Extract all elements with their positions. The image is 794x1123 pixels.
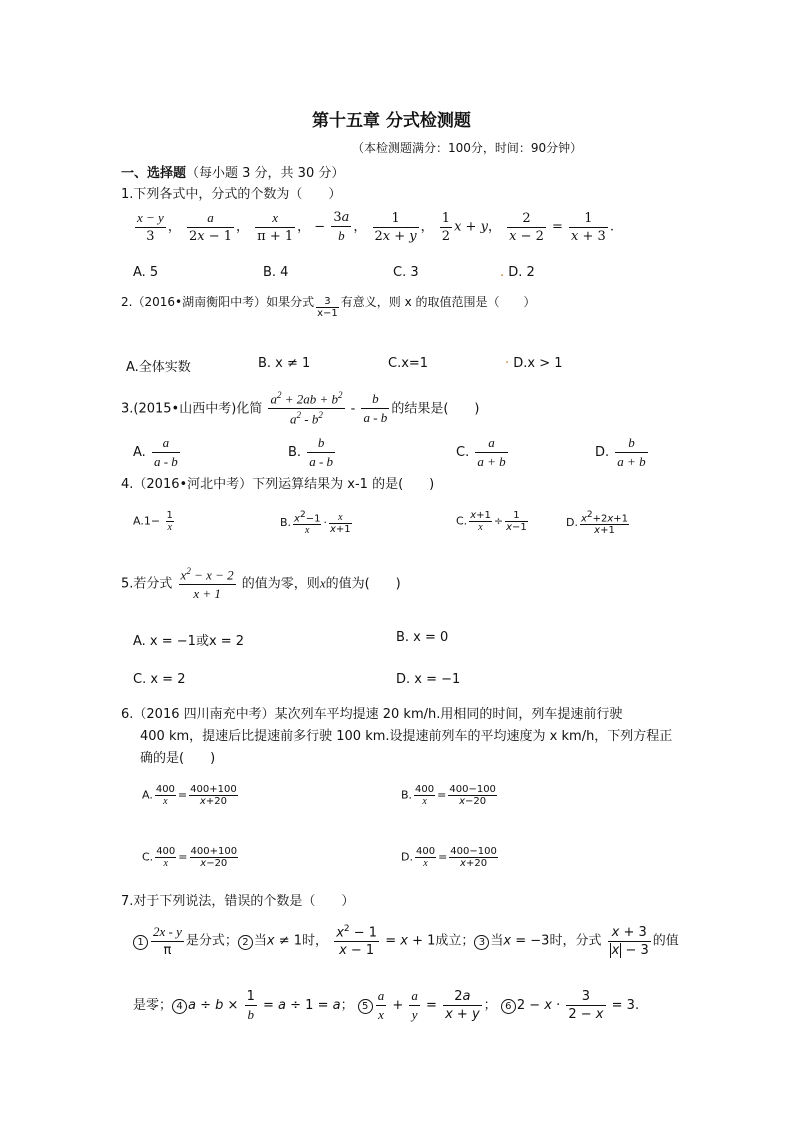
q6-line2: 400 km，提速后比提速前多行驶 100 km.设提速前列车的平均速度为 x km/h，下列方程正 <box>140 729 673 744</box>
page-subtitle: （本检测题满分：100分，时间：90分钟） <box>352 141 583 155</box>
q1-option-b[interactable]: B. 4 <box>263 265 289 280</box>
q3-option-c[interactable]: C. $\frac{a}{a + b}$ <box>456 435 506 469</box>
q2-option-a[interactable]: A.全体实数 <box>126 360 191 375</box>
section-header <box>121 162 344 181</box>
q6-option-d[interactable]: D. $\frac{400}{x}$ = $\frac{400-100}{x+20}$ <box>401 846 497 869</box>
q1-option-a[interactable]: A. 5 <box>133 265 159 280</box>
q1-option-d[interactable]: . D. 2 <box>500 265 535 280</box>
q2-option-c[interactable]: C.x=1 <box>388 356 429 371</box>
q7-stem: 7.对于下列说法，错误的个数是（ ） <box>121 894 355 909</box>
q6-option-a[interactable]: A. $\frac{400}{x}$ = $\frac{400+100}{x+20}$ <box>142 784 237 807</box>
q6-option-b[interactable]: B. $\frac{400}{x}$ = $\frac{400-100}{x-20}$ <box>401 784 496 807</box>
q2-option-d[interactable]: · D.x > 1 <box>505 356 563 371</box>
q5-option-d[interactable]: D. x = −1 <box>396 672 461 687</box>
q5-stem: 5.若分式 $\frac{x^2 - x - 2}{x + 1}$ 的值为零，则x的值为( ) <box>121 566 401 602</box>
section-label: 一、选择题 <box>121 166 187 181</box>
q4-option-d[interactable]: D. $\frac{x2+2x+1}{x+1}$ <box>566 510 629 537</box>
q6-line1: 6.（2016 四川南充中考）某次列车平均提速 20 km/h.用相同的时间，列车提速前行驶 <box>121 707 623 722</box>
q4-option-b[interactable]: B. $\frac{x2-1}{x}$ · $\frac{x}{x+1}$ <box>280 510 351 537</box>
section-note: （每小题 3 分，共 30 分） <box>186 166 345 181</box>
q3-option-a[interactable]: A. $\frac{a}{a - b}$ <box>133 435 178 469</box>
page-title: 第十五章 分式检测题 <box>312 111 471 131</box>
q5-option-b[interactable]: B. x = 0 <box>396 630 449 645</box>
q2-option-b[interactable]: B. x ≠ 1 <box>258 356 311 371</box>
q3-stem: 3.(2015•山西中考)化简 $\frac{a^2 + 2ab + b^2}{a^2 - b^2}$ - $\frac{b}{a - b}$ 的结果是( ) <box>121 390 480 427</box>
q5-option-c[interactable]: C. x = 2 <box>133 672 186 687</box>
q3-option-d[interactable]: D. $\frac{b}{a + b}$ <box>595 435 646 469</box>
q4-stem: 4.（2016•河北中考）下列运算结果为 x-1 的是( ) <box>121 477 435 492</box>
q1-expressions: $\frac{x - y}{3}$ ， $\frac{a}{2x - 1}$ ， $\frac{x}{\pi + 1}$ ， − $\frac{3a}{b}$ ， $\frac{1}{2x + y}$ ， $\frac{1}{2}$ x + y， $\frac{2}{x - 2}$ = $\frac{1}{x + 3}$ . <box>137 210 614 244</box>
q6-line3: 确的是( ) <box>140 751 216 766</box>
q3-option-b[interactable]: B. $\frac{b}{a - b}$ <box>288 435 334 469</box>
q6-option-c[interactable]: C. $\frac{400}{x}$ = $\frac{400+100}{x-20}$ <box>142 846 238 869</box>
q7-row2: 是零； 4 a ÷ b × $\frac{1}{b}$ = a ÷ 1 = a； 5 $\frac{a}{x}$ + $\frac{a}{y}$ = $\frac{2a}{x + y}$ ； 6 2 − x · $\frac{3}{2 - x}$ = 3. <box>133 988 640 1022</box>
q1-option-c[interactable]: C. 3 <box>393 265 419 280</box>
q7-row1: 1 $\frac{2x - y}{\pi}$ 是分式； 2 当x ≠ 1时， $\frac{x^2 - 1}{x - 1}$ = x + 1成立； 3 当x = −3时，分式 $\frac{x + 3}{x - 3}$ 的值 <box>133 924 679 958</box>
q4-option-a[interactable]: A.1− $\frac{1}{x}$ <box>133 510 173 533</box>
q2-stem: 2.（2016•湖南衡阳中考）如果分式 $\frac{3}{x-1}$ 有意义，则 x 的取值范围是（ ） <box>121 295 536 319</box>
q5-option-a[interactable]: A. x = −1或x = 2 <box>133 634 245 649</box>
q1-stem: 1.下列各式中，分式的个数为（ ） <box>121 187 342 202</box>
q4-option-c[interactable]: C. $\frac{x+1}{x}$ ÷ $\frac{1}{x-1}$ <box>456 510 527 533</box>
